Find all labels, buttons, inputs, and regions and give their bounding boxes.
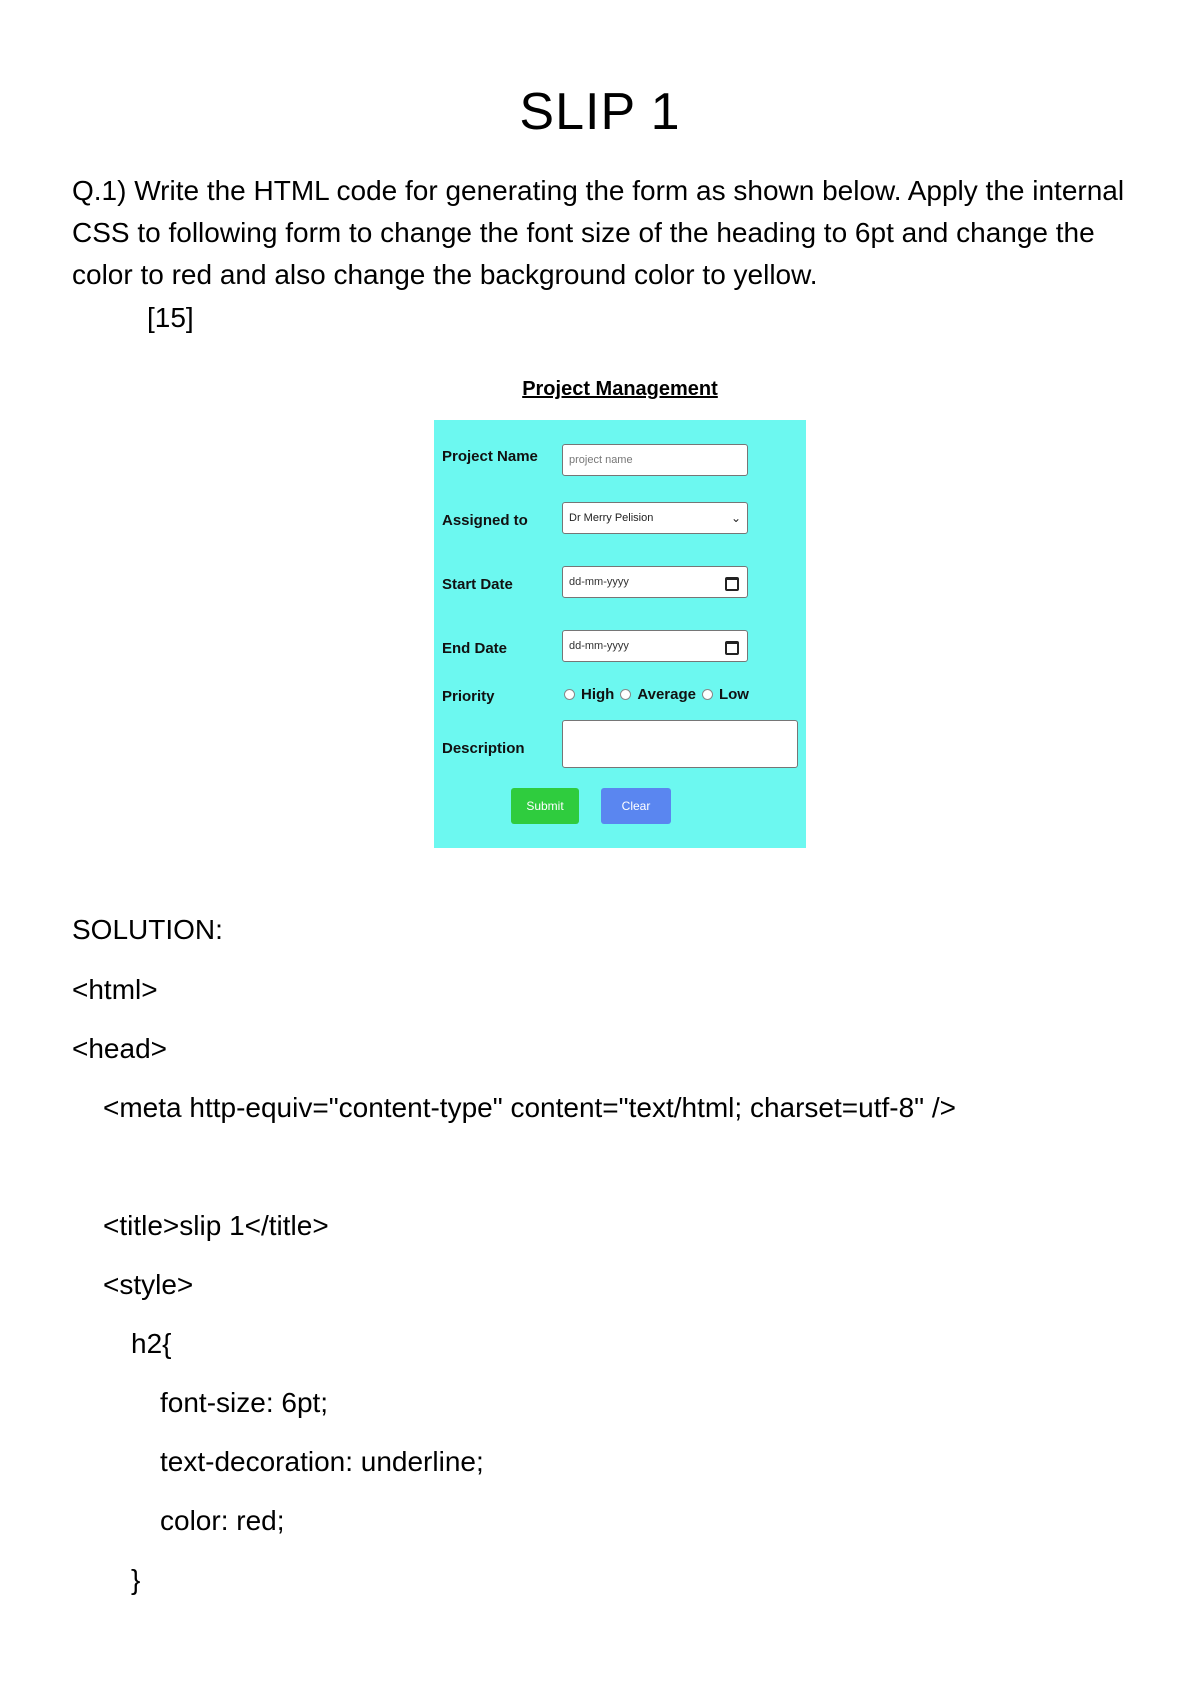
assigned-to-value: Dr Merry Pelision [569,512,654,524]
description-label: Description [442,740,525,757]
code-line: <title>slip 1</title> [103,1210,329,1241]
project-name-input[interactable] [562,444,748,476]
solution-heading: SOLUTION: [72,914,223,945]
priority-radio-group [564,686,749,703]
code-line: text-decoration: underline; [160,1446,484,1477]
assigned-to-label: Assigned to [442,512,528,529]
question-marks: [15] [147,302,194,333]
form-heading: Project Management [522,378,718,400]
project-name-label: Project Name [442,448,538,465]
project-form [434,420,806,848]
description-textarea[interactable] [562,720,798,768]
code-line: font-size: 6pt; [160,1387,329,1418]
chevron-down-icon: ⌄ [730,511,741,525]
start-date-label: Start Date [442,576,513,593]
start-date-input[interactable] [562,566,748,598]
priority-average-label: Average [637,686,696,703]
priority-average-radio[interactable] [620,689,631,700]
code-line: <meta http-equiv="content-type" content="text/html; charset=utf-8" /> [103,1092,957,1123]
priority-low-label: Low [718,686,749,703]
end-date-label: End Date [442,640,508,657]
assigned-to-select[interactable] [562,502,748,534]
priority-high-radio[interactable] [564,689,575,700]
submit-button[interactable]: Submit [511,788,579,824]
code-line: <html> [72,974,158,1005]
priority-low-radio[interactable] [702,689,713,700]
question-text: Q.1) Write the HTML code for generating the form as shown below. Apply the internal CSS to following form to change the font size of the heading to 6pt and change the color to red and also change the background color to yellow. [72,175,1125,290]
code-line: <style> [103,1269,194,1300]
priority-high-label: High [581,686,615,703]
code-line: <head> [72,1033,167,1064]
end-date-input[interactable] [562,630,748,662]
code-line: h2{ [131,1328,172,1359]
priority-label: Priority [442,688,495,705]
page-title: SLIP 1 [519,83,681,141]
code-line: } [131,1564,141,1595]
start-date-placeholder: dd-mm-yyyy [569,576,629,588]
end-date-placeholder: dd-mm-yyyy [569,640,629,652]
clear-button[interactable]: Clear [601,788,671,824]
calendar-icon[interactable] [725,641,739,655]
code-line: color: red; [160,1505,285,1536]
calendar-icon[interactable] [725,577,739,591]
project-name-placeholder: project name [569,454,633,466]
